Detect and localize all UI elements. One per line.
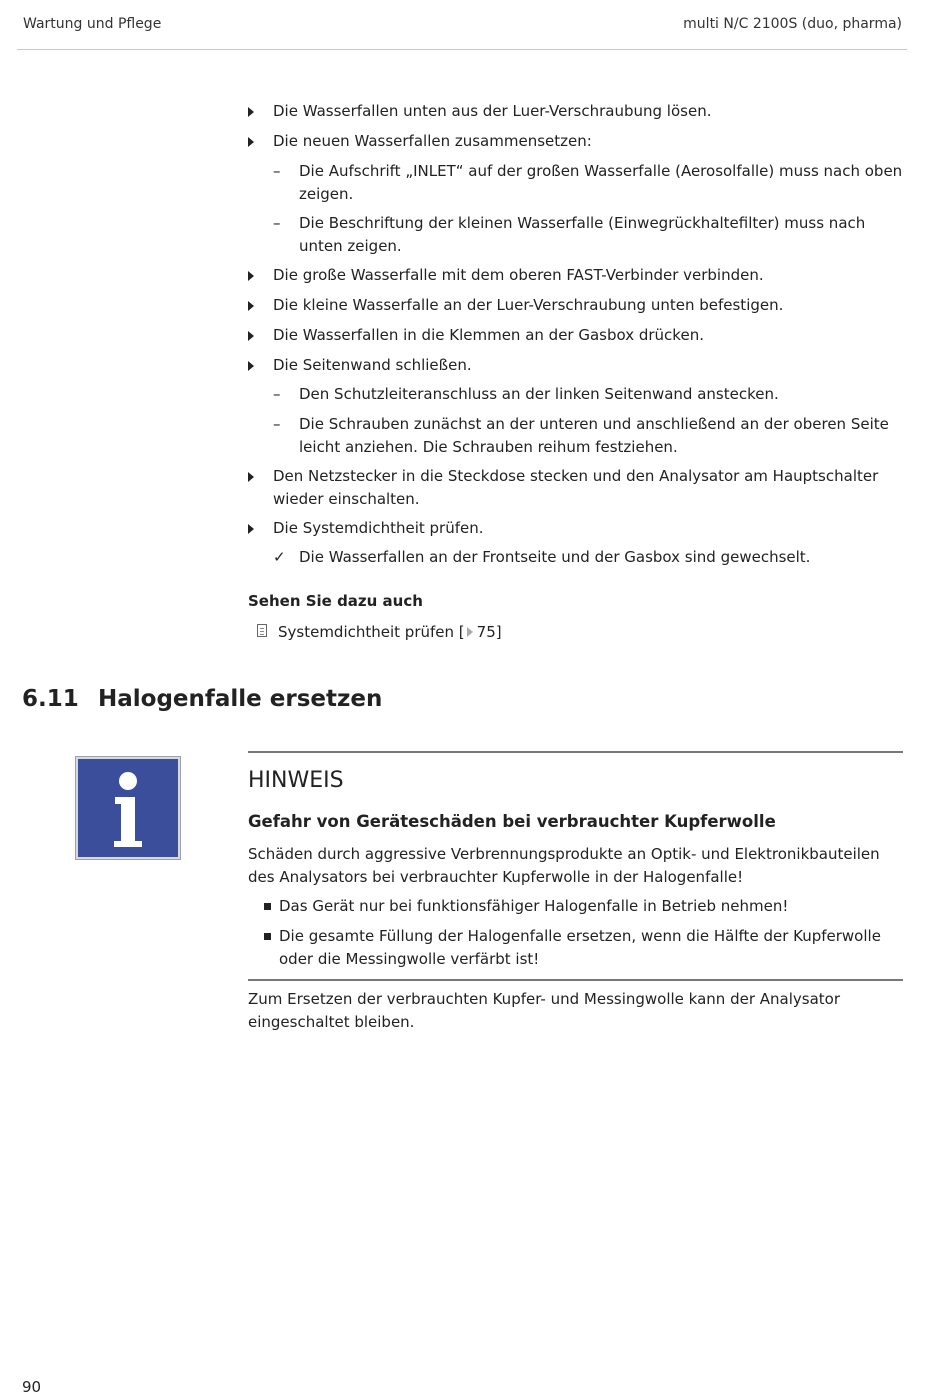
step-arrow-icon	[248, 100, 268, 123]
dash-icon: –	[273, 385, 281, 403]
result-item	[273, 546, 903, 569]
step-arrow-icon	[248, 354, 268, 377]
notice-top-rule	[248, 751, 903, 753]
header-divider	[17, 49, 907, 50]
step-text: Die Seitenwand schließen.	[273, 356, 472, 374]
step-text: Die neuen Wasserfallen zusammensetzen:	[273, 132, 592, 150]
step-item	[273, 264, 903, 287]
step-arrow-icon	[248, 517, 268, 540]
step-item	[273, 517, 903, 540]
sub-step-item	[273, 212, 903, 257]
page-ref-arrow-icon	[467, 627, 473, 637]
notice-bullet-item	[279, 925, 904, 970]
step-text: Die Wasserfallen unten aus der Luer-Verschraubung lösen.	[273, 102, 712, 120]
section-number: 6.11	[22, 686, 79, 712]
running-header-product: multi N/C 2100S (duo, pharma)	[683, 16, 902, 32]
see-also-page-ref[interactable]: 75]	[476, 623, 502, 641]
sub-step-text: Die Beschriftung der kleinen Wasserfalle (Einwegrückhaltefilter) muss nach unten zeigen.	[299, 214, 866, 255]
document-icon	[257, 624, 267, 637]
step-arrow-icon	[248, 465, 268, 488]
notice-text: Schäden durch aggressive Verbrennungsprodukte an Optik- und Elektronikbauteilen des Analysators bei verbrauchter Kupferwolle in der Halogenfalle!	[248, 845, 880, 886]
see-also-link[interactable]	[278, 621, 502, 643]
notice-bottom-rule	[248, 979, 903, 981]
sub-step-item	[273, 413, 903, 458]
step-text: Die Systemdichtheit prüfen.	[273, 519, 484, 537]
step-arrow-icon	[248, 130, 268, 153]
step-item	[273, 100, 903, 123]
step-item	[273, 130, 903, 153]
step-item	[273, 324, 903, 347]
section-heading	[22, 686, 382, 712]
step-item	[273, 294, 903, 317]
dash-icon: –	[273, 162, 281, 180]
sub-step-item	[273, 383, 903, 406]
notice-bullet-text: Die gesamte Füllung der Halogenfalle ersetzen, wenn die Hälfte der Kupferwolle oder die Messingwolle verfärbt ist!	[279, 927, 881, 968]
sub-step-text: Den Schutzleiteranschluss an der linken Seitenwand anstecken.	[299, 385, 779, 403]
notice-bullet-item	[279, 895, 904, 918]
checkmark-icon: ✓	[273, 548, 286, 566]
step-text: Den Netzstecker in die Steckdose stecken und den Analysator am Hauptschalter wieder einschalten.	[273, 467, 879, 508]
page-number: 90	[22, 1378, 42, 1396]
step-text: Die große Wasserfalle mit dem oberen FAST-Verbinder verbinden.	[273, 266, 764, 284]
see-also-heading: Sehen Sie dazu auch	[248, 592, 423, 610]
step-item	[273, 354, 903, 377]
dash-icon: –	[273, 214, 281, 232]
bullet-square-icon	[264, 903, 271, 910]
dash-icon: –	[273, 415, 281, 433]
running-header-chapter: Wartung und Pflege	[23, 16, 162, 32]
step-item	[273, 465, 903, 510]
result-text: Die Wasserfallen an der Frontseite und der Gasbox sind gewechselt.	[299, 548, 811, 566]
notice-subtitle: Gefahr von Geräteschäden bei verbrauchter Kupferwolle	[248, 812, 776, 831]
step-text: Die Wasserfallen in die Klemmen an der Gasbox drücken.	[273, 326, 704, 344]
section-title: Halogenfalle ersetzen	[98, 686, 383, 712]
notice-bullet-text: Das Gerät nur bei funktionsfähiger Halogenfalle in Betrieb nehmen!	[279, 897, 789, 915]
step-arrow-icon	[248, 264, 268, 287]
information-icon	[76, 757, 180, 859]
sub-step-item	[273, 160, 903, 205]
bullet-square-icon	[264, 933, 271, 940]
sub-step-text: Die Schrauben zunächst an der unteren und anschließend an der oberen Seite leicht anziehen. Die Schrauben reihum festziehen.	[299, 415, 889, 456]
sub-step-text: Die Aufschrift „INLET“ auf der großen Wasserfalle (Aerosolfalle) muss nach oben zeigen.	[299, 162, 903, 203]
step-arrow-icon	[248, 294, 268, 317]
step-text: Die kleine Wasserfalle an der Luer-Verschraubung unten befestigen.	[273, 296, 784, 314]
step-arrow-icon	[248, 324, 268, 347]
notice-signal-word: HINWEIS	[248, 768, 344, 793]
closing-paragraph: Zum Ersetzen der verbrauchten Kupfer- und Messingwolle kann der Analysator eingeschaltet bleiben.	[248, 990, 841, 1031]
see-also-link-text[interactable]: Systemdichtheit prüfen [	[278, 623, 465, 641]
